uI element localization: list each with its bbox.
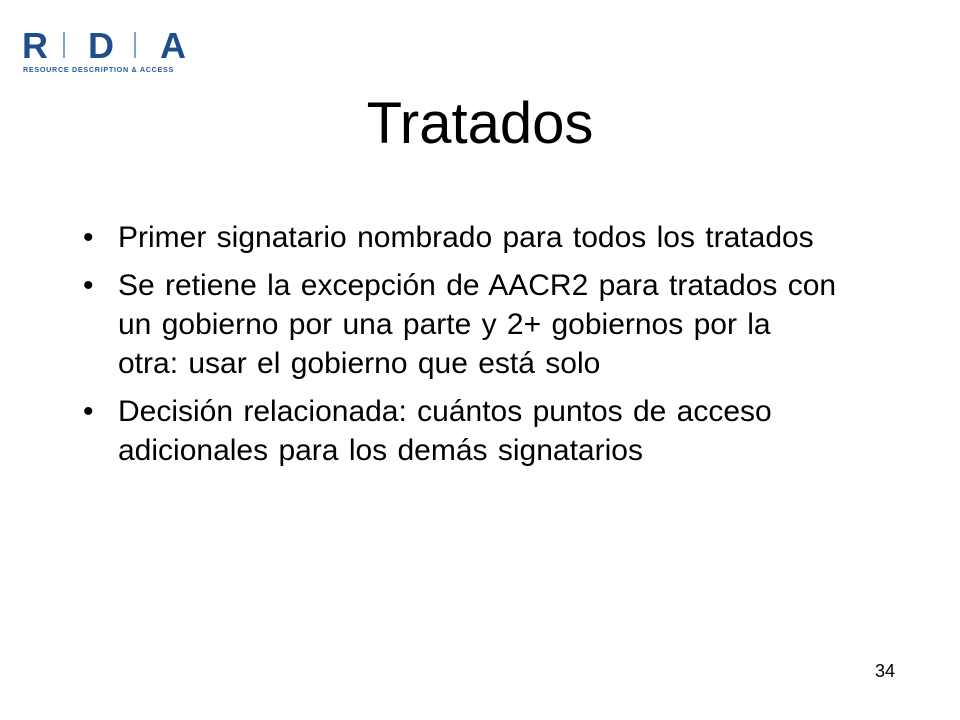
bullet-marker: •	[83, 269, 94, 302]
logo-letter-r: R	[22, 26, 48, 66]
logo-separator	[134, 32, 136, 58]
logo-tagline: RESOURCE DESCRIPTION & ACCESS	[23, 65, 175, 74]
rda-logo	[22, 26, 204, 76]
bullet-marker: •	[83, 221, 94, 254]
bullet-item	[78, 266, 838, 383]
logo-letter-d: D	[88, 26, 114, 66]
bullet-text: Primer signatario nombrado para todos los tratados	[118, 221, 814, 254]
bullet-marker: •	[83, 395, 94, 428]
bullet-item	[78, 218, 838, 257]
logo-letter-a: A	[160, 26, 186, 66]
slide-title: Tratados	[366, 91, 594, 156]
logo-separator	[63, 32, 65, 58]
bullet-item	[78, 392, 838, 470]
rda-logo-graphic	[22, 26, 204, 76]
bullet-text: Decisión relacionada: cuántos puntos de acceso adicionales para los demás signatarios	[118, 395, 772, 467]
bullet-text: Se retiene la excepción de AACR2 para tratados con un gobierno por una parte y 2+ gobiernos por la otra: usar el gobierno que está solo	[118, 269, 837, 380]
page-number: 34	[874, 661, 895, 681]
bullet-list	[78, 218, 838, 479]
